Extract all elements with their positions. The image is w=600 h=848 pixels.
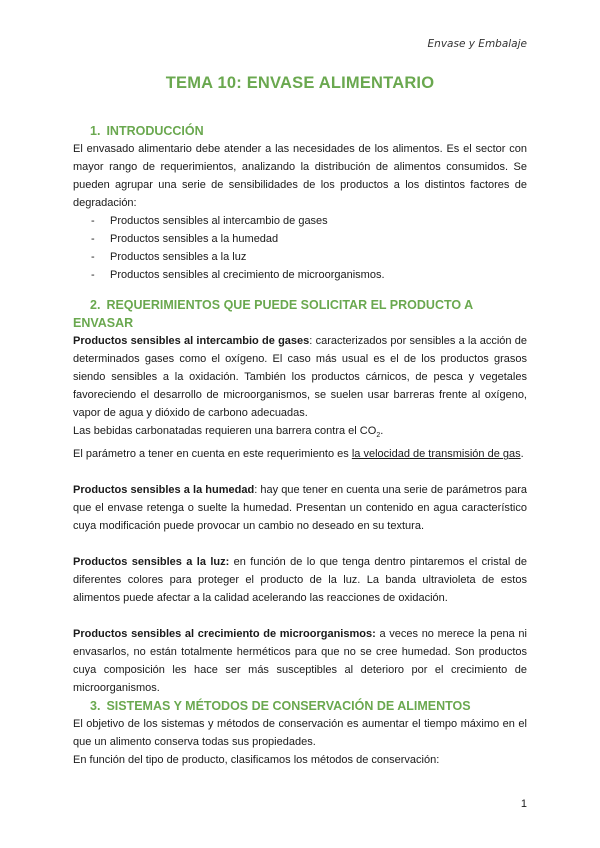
list-item: - Productos sensibles a la humedad [73,230,527,248]
section-number: 3. [90,699,101,713]
section-title: INTRODUCCIÓN [106,124,204,138]
luz-paragraph: Productos sensibles a la luz: en función de lo que tenga dentro pintaremos el cristal de diferentes colores para proteger el producto de la luz. La banda ultravioleta de estos alimentos puede afectar a la calidad acelerando las reacciones de oxidación. [73,556,527,605]
micro-paragraph: Productos sensibles al crecimiento de microorganismos: a veces no merece la pena ni envasarlos, no están totalmente herméticos para que no se cree humedad. Son productos cuya composición les hace ser más susceptibles al deterioro por el crecimiento de microorganismos. [73,628,527,695]
gases-paragraph: Productos sensibles al intercambio de gases: caracterizados por sensibles a la acción de determinados gases como el oxígeno. El caso más usual es el de los productos grasos siendo sensibles a la oxidación. También los productos cárnicos, de pesca y vegetales favoreciendo el desarrollo de microorganismos, se suelen usar barreras frente al oxígeno, vapor de agua y dióxido de carbono adecuadas. [73,335,527,419]
section-number: 1. [90,124,101,138]
gases-lead: Productos sensibles al intercambio de gases [73,335,310,347]
parameter-line: El parámetro a tener en cuenta en este requerimiento es la velocidad de transmisión de gas. [73,448,524,461]
intro-paragraph: El envasado alimentario debe atender a las necesidades de los alimentos. Es el sector con mayor rango de requerimientos, analizando la distribución de alimentos consumidos. Se pueden agrupar una serie de sensibilidades de los productos a los distintos factores de degradación: [73,143,527,209]
section-introduccion [73,122,527,284]
section-number: 2. [90,298,101,312]
section-heading [73,122,527,140]
co2-line: Las bebidas carbonatadas requieren una barrera contra el $CO_2$. [73,425,384,440]
humedad-lead: Productos sensibles a la humedad [73,484,255,497]
underlined-term: la velocidad de transmisión de gas [351,448,521,461]
list-item: - Productos sensibles a la luz [73,248,527,266]
section-requerimientos [73,296,527,697]
list-dash: - [91,251,95,263]
sensitivity-list [73,212,527,284]
section-heading [73,296,527,332]
sistemas-paragraph-2: En función del tipo de producto, clasificamos los métodos de conservación: [73,754,440,766]
list-dash: - [91,233,95,245]
section-title: SISTEMAS Y MÉTODOS DE CONSERVACIÓN DE ALIMENTOS [106,699,471,713]
list-item: - Productos sensibles al intercambio de gases [73,212,527,230]
luz-lead: Productos sensibles a la luz: [73,556,230,569]
sistemas-paragraph-1: El objetivo de los sistemas y métodos de conservación es aumentar el tiempo máximo en el que un alimento conserva todas sus propiedades. [73,718,527,748]
running-header: Envase y Embalaje [427,38,527,50]
section-heading [73,697,527,715]
page-title: TEMA 10: ENVASE ALIMENTARIO [165,74,435,92]
micro-lead: Productos sensibles al crecimiento de microorganismos: [73,628,376,641]
section-title: REQUERIMIENTOS QUE PUEDE SOLICITAR EL PRODUCTO A ENVASAR [73,298,473,330]
humedad-paragraph: Productos sensibles a la humedad: hay que tener en cuenta una serie de parámetros para que el envase retenga o suelte la humedad. Presentan un contenido en agua característico cuya modificación puede provocar un cambio no deseado en su textura. [73,484,527,533]
list-item: - Productos sensibles al crecimiento de microorganismos. [73,266,527,284]
list-dash: - [91,215,95,227]
list-dash: - [91,269,95,281]
section-sistemas [73,697,527,769]
page-number: 1 [520,798,527,810]
